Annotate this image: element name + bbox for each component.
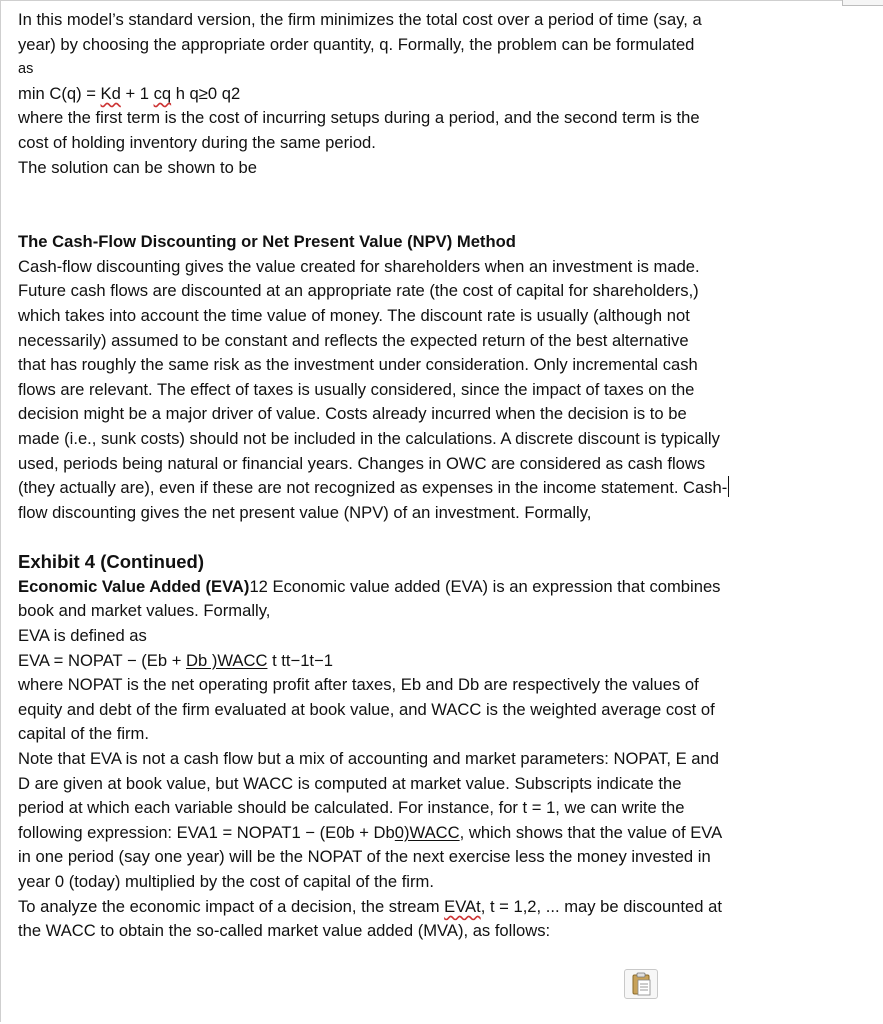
formula-part: t tt−1t−1 xyxy=(267,650,333,670)
eva-first-rest: Economic value added (EVA) is an expression that combines xyxy=(267,576,721,596)
intro-line-1: In this model’s standard version, the firm minimizes the total cost over a period of time (say, a xyxy=(18,10,702,29)
npv-line: decision might be a major driver of value. Costs already incurred when the decision is to be xyxy=(18,404,687,424)
eva-line: in one period (say one year) will be the NOPAT of the next exercise less the money invested in xyxy=(18,847,711,867)
paste-options-button[interactable] xyxy=(624,969,658,999)
mva-part-evat: EVAt xyxy=(444,896,481,916)
eva-footnote-ref: 12 xyxy=(249,576,268,596)
eva-line: period at which each variable should be calculated. For instance, for t = 1, we can write the xyxy=(18,798,685,818)
eva-line: capital of the firm. xyxy=(18,724,149,744)
intro-line-3: as xyxy=(18,61,34,78)
expr-part: following expression: EVA1 = NOPAT1 − (E0b + Db xyxy=(18,822,395,842)
npv-line: Cash-flow discounting gives the value created for shareholders when an investment is made. xyxy=(18,256,700,276)
npv-line: Future cash flows are discounted at an appropriate rate (the cost of capital for shareholders,) xyxy=(18,281,699,301)
formula-part: min C(q) = xyxy=(18,83,101,103)
formula-min-cost xyxy=(18,82,818,107)
npv-line: flow discounting gives the net present value (NPV) of an investment. Formally, xyxy=(18,502,592,522)
expr-part-wacc: 0)WACC xyxy=(394,822,460,842)
eva-first-line xyxy=(18,575,818,600)
eva-line: Note that EVA is not a cash flow but a mix of accounting and market parameters: NOPAT, E and xyxy=(18,749,719,769)
formula-part-cq: cq xyxy=(153,83,172,103)
npv-line: necessarily) assumed to be constant and reflects the expected return of the best alternative xyxy=(18,330,689,350)
eva-expression-line xyxy=(18,821,818,846)
eva-heading: Economic Value Added (EVA) xyxy=(18,576,250,596)
npv-line: which takes into account the time value of money. The discount rate is usually (although not xyxy=(18,305,690,325)
explain-line-1: where the first term is the cost of incurring setups during a period, and the second term is the xyxy=(18,108,700,128)
exhibit-heading: Exhibit 4 (Continued) xyxy=(18,551,205,573)
eva-line: D are given at book value, but WACC is computed at market value. Subscripts indicate the xyxy=(18,773,682,793)
formula-part: h q≥0 q2 xyxy=(171,83,241,103)
expr-part: , which shows that the value of EVA xyxy=(459,822,723,842)
eva-line: book and market values. Formally, xyxy=(18,601,271,621)
window-corner-tab xyxy=(842,0,883,6)
npv-heading: The Cash-Flow Discounting or Net Present Value (NPV) Method xyxy=(18,232,516,252)
explain-line-2: cost of holding inventory during the same period. xyxy=(18,132,376,152)
npv-line: used, periods being natural or financial years. Changes in OWC are considered as cash flows xyxy=(18,453,706,473)
formula-part-kd: Kd xyxy=(100,83,121,103)
explain-line-3: The solution can be shown to be xyxy=(18,157,257,177)
eva-line: where NOPAT is the net operating profit after taxes, Eb and Db are respectively the values of xyxy=(18,675,699,695)
paste-options-icon xyxy=(625,970,657,998)
formula-part: EVA = NOPAT − (Eb + xyxy=(18,650,187,670)
npv-line-text: (they actually are), even if these are not recognized as expenses in the income statement. Cash- xyxy=(18,478,728,498)
document-body[interactable] xyxy=(18,8,818,944)
mva-last-line: the WACC to obtain the so-called market value added (MVA), as follows: xyxy=(18,921,551,941)
npv-line-with-cursor xyxy=(18,476,818,501)
formula-part: + 1 xyxy=(120,83,154,103)
eva-line: year 0 (today) multiplied by the cost of capital of the firm. xyxy=(18,872,434,891)
formula-part-db-wacc: Db )WACC xyxy=(186,650,268,670)
mva-line xyxy=(18,895,818,920)
eva-line: equity and debt of the firm evaluated at book value, and WACC is the weighted average cost of xyxy=(18,699,715,719)
npv-line: made (i.e., sunk costs) should not be included in the calculations. A discrete discount is typically xyxy=(18,428,720,448)
eva-line: EVA is defined as xyxy=(18,626,147,646)
mva-part: To analyze the economic impact of a decision, the stream xyxy=(18,896,445,916)
npv-line: that has roughly the same risk as the investment under consideration. Only incremental cash xyxy=(18,355,698,375)
npv-line: flows are relevant. The effect of taxes is usually considered, since the impact of taxes on the xyxy=(18,379,695,399)
intro-line-2: year) by choosing the appropriate order quantity, q. Formally, the problem can be formulated xyxy=(18,34,695,54)
mva-part: , t = 1,2, ... may be discounted at xyxy=(480,896,722,916)
text-cursor xyxy=(728,476,729,497)
formula-eva xyxy=(18,649,818,674)
